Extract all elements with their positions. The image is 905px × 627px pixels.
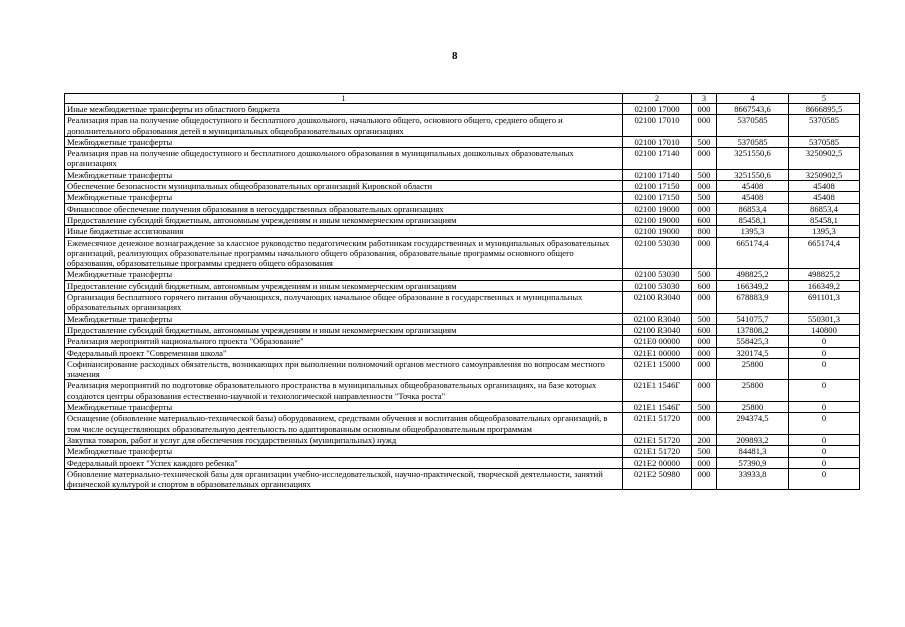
row-type: 000 (692, 203, 717, 214)
row-name: Реализация прав на получение общедоступного и бесплатного дошкольного, начального общего, основного общего, среднего общего и дополнительного образования детей в муниципальных общеобразовательных организациях (65, 115, 623, 137)
row-value-2: 0 (789, 402, 860, 413)
row-name: Оснащение (обновление материально-технической базы) оборудованием, средствами обучения и воспитания общеобразовательных организаций, в том числе осуществляющих образовательную деятельность по адаптированным основным общеобразовательным программам (65, 413, 623, 435)
row-value-2: 140800 (789, 324, 860, 335)
table-row (65, 181, 860, 192)
table-row (65, 226, 860, 237)
row-name: Межбюджетные трансферты (65, 313, 623, 324)
row-value-2: 3250902,5 (789, 169, 860, 180)
header-row (65, 94, 860, 104)
table-row (65, 413, 860, 435)
row-value-2: 0 (789, 336, 860, 347)
row-type: 000 (692, 347, 717, 358)
row-value-1: 8667543,6 (717, 104, 789, 115)
header-col-1: 1 (65, 94, 623, 104)
row-value-1: 85458,1 (717, 214, 789, 225)
row-value-2: 498825,2 (789, 269, 860, 280)
row-code: 021E1 15000 (623, 358, 692, 380)
row-value-2: 0 (789, 413, 860, 435)
table-row (65, 104, 860, 115)
row-type: 000 (692, 237, 717, 269)
row-value-1: 137808,2 (717, 324, 789, 335)
table-row (65, 457, 860, 468)
row-name: Предоставление субсидий бюджетным, автономным учреждениям и иным некоммерческим организациям (65, 214, 623, 225)
row-code: 02100 17010 (623, 136, 692, 147)
page-number: 8 (452, 50, 458, 62)
row-code: 02100 19000 (623, 203, 692, 214)
table-row (65, 313, 860, 324)
row-value-2: 85458,1 (789, 214, 860, 225)
table-row (65, 402, 860, 413)
row-value-2: 0 (789, 468, 860, 490)
row-type: 600 (692, 280, 717, 291)
row-value-1: 3251550,6 (717, 148, 789, 170)
table-row (65, 169, 860, 180)
row-value-2: 45408 (789, 192, 860, 203)
row-code: 02100 53030 (623, 280, 692, 291)
row-type: 000 (692, 104, 717, 115)
table-row (65, 148, 860, 170)
row-value-2: 0 (789, 380, 860, 402)
row-value-1: 558425,3 (717, 336, 789, 347)
row-value-1: 3251550,6 (717, 169, 789, 180)
row-value-1: 5370585 (717, 136, 789, 147)
row-value-1: 541075,7 (717, 313, 789, 324)
row-value-2: 550301,3 (789, 313, 860, 324)
row-value-1: 84481,3 (717, 446, 789, 457)
header-col-2: 2 (623, 94, 692, 104)
row-code: 021E2 00000 (623, 457, 692, 468)
row-type: 000 (692, 292, 717, 314)
row-type: 500 (692, 192, 717, 203)
row-code: 021E1 51720 (623, 446, 692, 457)
row-name: Реализация мероприятий по подготовке образовательного пространства в муниципальных общеобразовательных организациях, на базе которых создаются центры образования естественно-научной и технологической направленности "Точка роста" (65, 380, 623, 402)
row-code: 02100 17140 (623, 169, 692, 180)
header-col-5: 5 (789, 94, 860, 104)
row-value-2: 665174,4 (789, 237, 860, 269)
row-value-2: 691101,3 (789, 292, 860, 314)
row-name: Реализация прав на получение общедоступного и бесплатного дошкольного образования в муниципальных дошкольных образовательных организациях (65, 148, 623, 170)
row-value-2: 8666895,5 (789, 104, 860, 115)
row-value-1: 166349,2 (717, 280, 789, 291)
row-name: Федеральный проект "Современная школа" (65, 347, 623, 358)
row-name: Финансовое обеспечение получения образования в негосударственных образовательных организациях (65, 203, 623, 214)
row-type: 600 (692, 214, 717, 225)
row-value-1: 57390,9 (717, 457, 789, 468)
table-row (65, 237, 860, 269)
row-name: Межбюджетные трансферты (65, 192, 623, 203)
table-row (65, 269, 860, 280)
row-value-2: 0 (789, 347, 860, 358)
row-value-1: 86853,4 (717, 203, 789, 214)
row-name: Предоставление субсидий бюджетным, автономным учреждениям и иным некоммерческим организациям (65, 324, 623, 335)
row-code: 021E1 1546Г (623, 402, 692, 413)
header-col-4: 4 (717, 94, 789, 104)
row-type: 600 (692, 324, 717, 335)
row-value-1: 498825,2 (717, 269, 789, 280)
row-name: Иные межбюджетные трансферты из областного бюджета (65, 104, 623, 115)
row-name: Федеральный проект "Успех каждого ребенка" (65, 457, 623, 468)
table-row (65, 115, 860, 137)
row-type: 000 (692, 380, 717, 402)
row-name: Предоставление субсидий бюджетным, автономным учреждениям и иным некоммерческим организациям (65, 280, 623, 291)
table-row (65, 280, 860, 291)
row-name: Закупка товаров, работ и услуг для обеспечения государственных (муниципальных) нужд (65, 434, 623, 445)
table-row (65, 380, 860, 402)
budget-table-body (65, 94, 860, 490)
row-type: 000 (692, 181, 717, 192)
row-type: 500 (692, 446, 717, 457)
row-type: 800 (692, 226, 717, 237)
row-code: 02100 R3040 (623, 313, 692, 324)
row-value-1: 25800 (717, 380, 789, 402)
row-name: Межбюджетные трансферты (65, 269, 623, 280)
row-value-1: 1395,3 (717, 226, 789, 237)
row-type: 000 (692, 358, 717, 380)
row-type: 500 (692, 169, 717, 180)
row-code: 02100 17140 (623, 148, 692, 170)
row-name: Софинансирование расходных обязательств, возникающих при выполнении полномочий органов местного самоуправления по вопросам местного значения (65, 358, 623, 380)
row-code: 02100 17010 (623, 115, 692, 137)
row-code: 02100 53030 (623, 237, 692, 269)
row-code: 02100 19000 (623, 226, 692, 237)
table-row (65, 336, 860, 347)
row-type: 000 (692, 148, 717, 170)
row-name: Иные бюджетные ассигнования (65, 226, 623, 237)
row-code: 021E2 50980 (623, 468, 692, 490)
budget-table (64, 93, 860, 490)
table-row (65, 434, 860, 445)
row-value-1: 33933,8 (717, 468, 789, 490)
header-col-3: 3 (692, 94, 717, 104)
row-value-2: 0 (789, 457, 860, 468)
row-name: Ежемесячное денежное вознаграждение за классное руководство педагогическим работникам государственных и муниципальных образовательных организаций, реализующих образовательные программы начального общего образования, образовательные программы основного общего образования, образовательные программы среднего общего образования (65, 237, 623, 269)
row-type: 000 (692, 413, 717, 435)
row-value-1: 294374,5 (717, 413, 789, 435)
table-row (65, 446, 860, 457)
row-name: Реализация мероприятий национального проекта "Образование" (65, 336, 623, 347)
row-type: 000 (692, 336, 717, 347)
row-type: 500 (692, 313, 717, 324)
table-row (65, 347, 860, 358)
row-type: 500 (692, 269, 717, 280)
row-code: 02100 53030 (623, 269, 692, 280)
row-value-1: 678883,9 (717, 292, 789, 314)
row-value-2: 0 (789, 434, 860, 445)
row-value-1: 25800 (717, 358, 789, 380)
row-value-1: 45408 (717, 181, 789, 192)
table-row (65, 214, 860, 225)
row-type: 200 (692, 434, 717, 445)
table-row (65, 203, 860, 214)
row-code: 02100 17150 (623, 192, 692, 203)
row-name: Организация бесплатного горячего питания обучающихся, получающих начальное общее образование в государственных и муниципальных образовательных организациях (65, 292, 623, 314)
row-code: 02100 19000 (623, 214, 692, 225)
row-type: 500 (692, 402, 717, 413)
row-value-1: 665174,4 (717, 237, 789, 269)
row-name: Межбюджетные трансферты (65, 136, 623, 147)
row-value-1: 25800 (717, 402, 789, 413)
row-name: Межбюджетные трансферты (65, 402, 623, 413)
row-value-2: 45408 (789, 181, 860, 192)
row-value-2: 1395,3 (789, 226, 860, 237)
row-value-1: 45408 (717, 192, 789, 203)
row-value-2: 5370585 (789, 115, 860, 137)
row-code: 02100 R3040 (623, 324, 692, 335)
table-row (65, 358, 860, 380)
row-name: Обновление материально-технической базы для организации учебно-исследовательской, научно-практической, творческой деятельности, занятий физической культурой и спортом в образовательных организациях (65, 468, 623, 490)
row-value-2: 3250902,5 (789, 148, 860, 170)
row-code: 02100 R3040 (623, 292, 692, 314)
row-type: 500 (692, 136, 717, 147)
table-row (65, 192, 860, 203)
row-name: Межбюджетные трансферты (65, 169, 623, 180)
row-value-1: 5370585 (717, 115, 789, 137)
row-code: 021E1 1546Г (623, 380, 692, 402)
row-code: 02100 17000 (623, 104, 692, 115)
row-value-2: 166349,2 (789, 280, 860, 291)
row-name: Обеспечение безопасности муниципальных общеобразовательных организаций Кировской области (65, 181, 623, 192)
row-value-1: 209893,2 (717, 434, 789, 445)
row-value-2: 0 (789, 358, 860, 380)
row-code: 02100 17150 (623, 181, 692, 192)
row-code: 021E1 51720 (623, 413, 692, 435)
row-type: 000 (692, 115, 717, 137)
row-value-1: 320174,5 (717, 347, 789, 358)
row-code: 021E1 51720 (623, 434, 692, 445)
table-row (65, 324, 860, 335)
row-name: Межбюджетные трансферты (65, 446, 623, 457)
row-type: 000 (692, 457, 717, 468)
table-row (65, 136, 860, 147)
row-value-2: 5370585 (789, 136, 860, 147)
row-value-2: 0 (789, 446, 860, 457)
row-code: 021E0 00000 (623, 336, 692, 347)
table-row (65, 292, 860, 314)
row-value-2: 86853,4 (789, 203, 860, 214)
row-code: 021E1 00000 (623, 347, 692, 358)
row-type: 000 (692, 468, 717, 490)
table-row (65, 468, 860, 490)
